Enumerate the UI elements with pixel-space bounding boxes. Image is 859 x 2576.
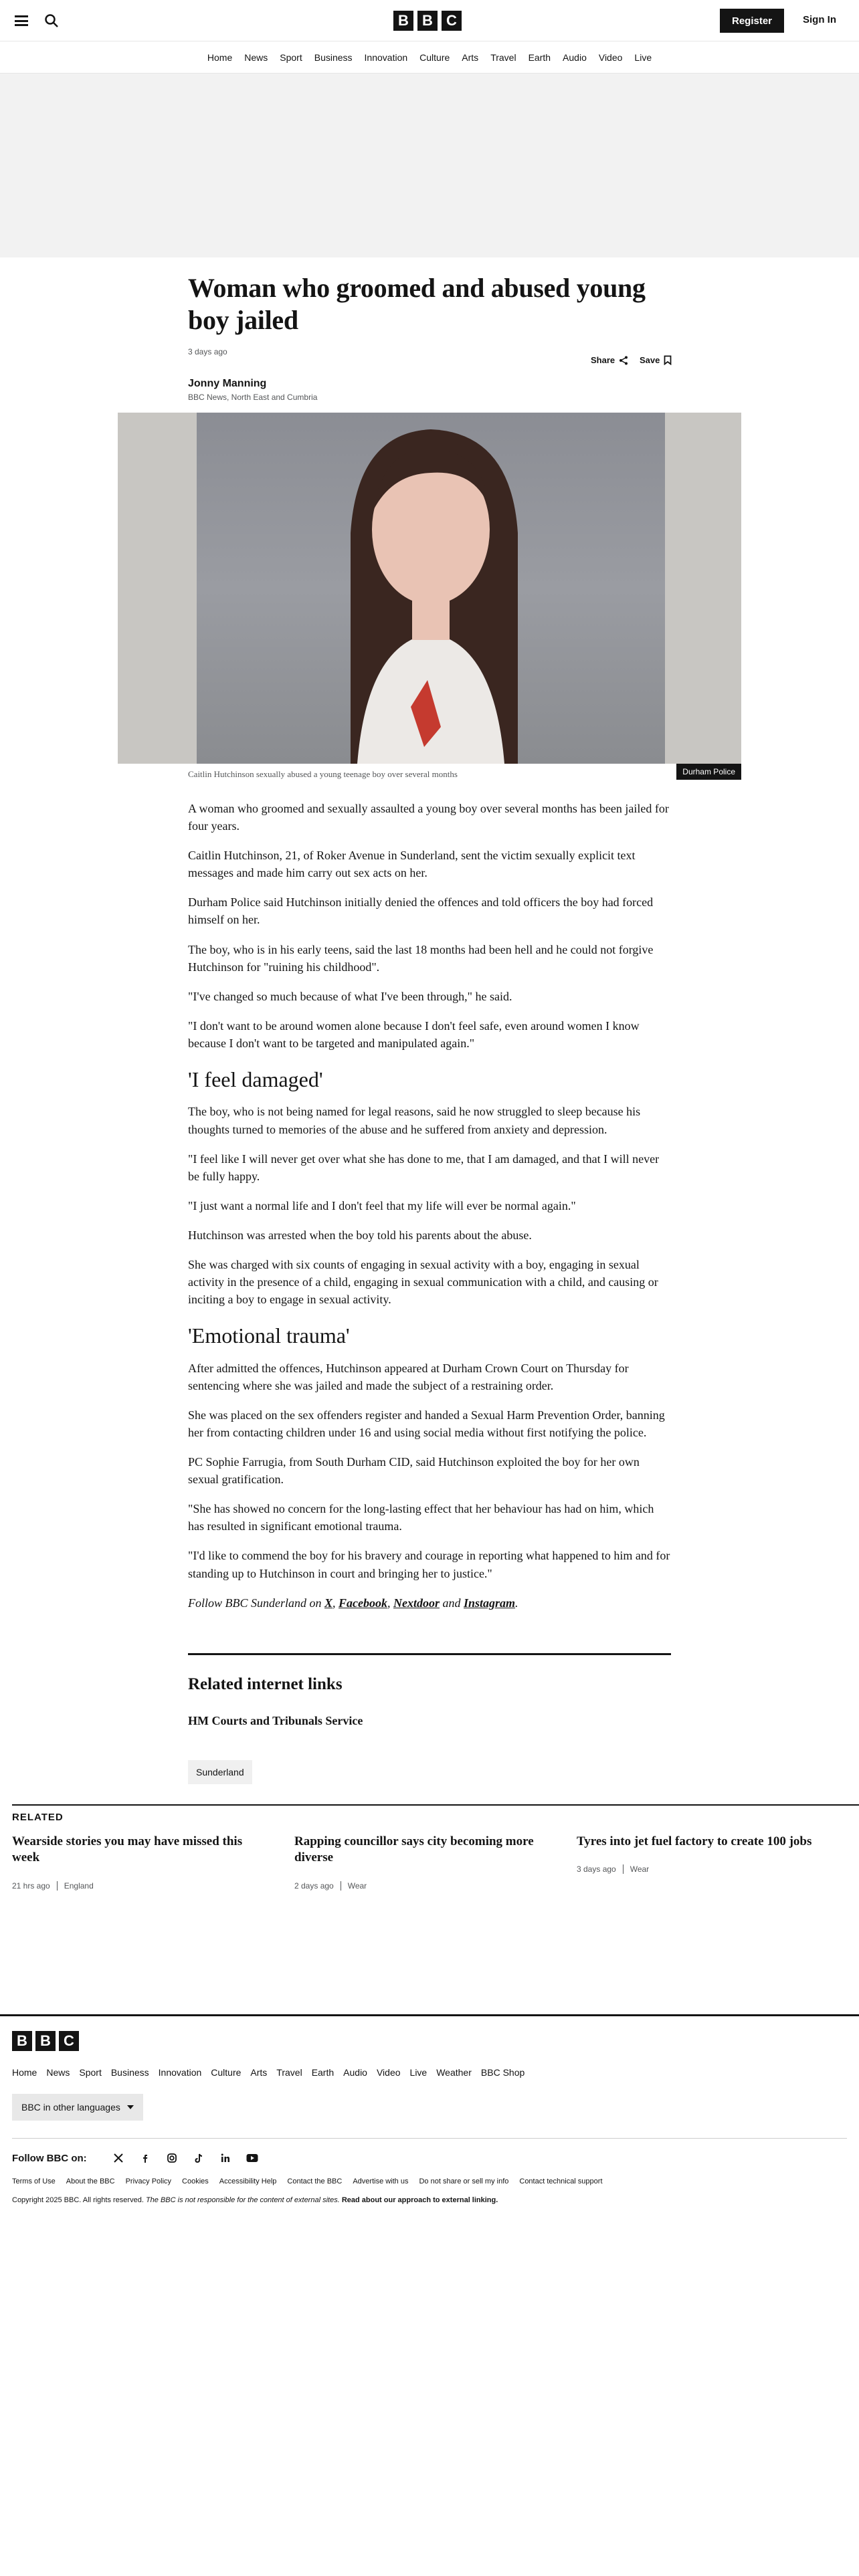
follow-link-x[interactable]: X — [324, 1596, 333, 1610]
related-card-meta — [577, 1864, 830, 1874]
paragraph: Durham Police said Hutchinson initially denied the offences and told officers the boy had forced himself on her. — [188, 895, 654, 927]
paragraph: "She has showed no concern for the long-lasting effect that her behaviour has had on him, which has resulted in significant emotional trauma. — [188, 1502, 654, 1533]
share-button[interactable] — [591, 355, 628, 365]
author-name: Jonny Manning — [188, 378, 267, 389]
related-card-meta — [294, 1881, 547, 1891]
lead-image — [118, 413, 741, 764]
timestamp: 3 days ago — [188, 347, 227, 356]
logo-letter: B — [12, 2031, 32, 2051]
paragraph: Caitlin Hutchinson, 21, of Roker Avenue in Sunderland, sent the victim sexually explicit text messages and made him carry out sex acts on her. — [188, 849, 636, 880]
image-caption: Caitlin Hutchinson sexually abused a young teenage boy over several months — [188, 769, 458, 779]
bbc-logo[interactable] — [393, 11, 462, 31]
related-card-time: 3 days ago — [577, 1864, 616, 1874]
related-card-meta — [12, 1881, 265, 1891]
paragraph: "I don't want to be around women alone because I don't feel safe, even around women I know because I don't want to be targeted and manipulated again." — [188, 1018, 640, 1050]
related-card-tag: England — [64, 1881, 94, 1891]
follow-prefix: Follow BBC Sunderland on — [188, 1596, 324, 1610]
nav-item-earth[interactable]: Earth — [528, 51, 551, 63]
divider — [188, 1653, 671, 1655]
image-credit: Durham Police — [676, 764, 741, 780]
footer-nav-item[interactable]: BBC Shop — [480, 2067, 525, 2078]
logo-letter: B — [417, 11, 438, 31]
follow-label: Follow BBC on: — [12, 2152, 87, 2164]
footer-nav-item[interactable]: News — [46, 2067, 70, 2078]
paragraph: Hutchinson was arrested when the boy told his parents about the abuse. — [188, 1228, 532, 1242]
paragraph: "I've changed so much because of what I've been through," he said. — [188, 989, 512, 1003]
footer-nav-item[interactable]: Sport — [79, 2067, 102, 2078]
footer-link[interactable]: Accessibility Help — [219, 2177, 277, 2185]
meta-separator — [57, 1881, 58, 1891]
logo-letter: C — [442, 11, 462, 31]
facebook-icon[interactable] — [139, 2152, 151, 2164]
footer-nav-item[interactable]: Live — [409, 2067, 427, 2078]
meta-row — [188, 343, 671, 370]
related-link-hmcts[interactable]: HM Courts and Tribunals Service — [188, 1713, 363, 1727]
related-card-title: Rapping councillor says city becoming more diverse — [294, 1834, 534, 1865]
portrait-illustration — [197, 413, 665, 764]
footer-divider — [12, 2138, 847, 2139]
related-card-title: Wearside stories you may have missed this week — [12, 1834, 243, 1865]
meta-separator — [623, 1864, 624, 1874]
footer-link[interactable]: Contact the BBC — [287, 2177, 343, 2185]
nav-item-culture[interactable]: Culture — [419, 51, 450, 63]
subheading: 'I feel damaged' — [188, 1067, 323, 1092]
instagram-icon[interactable] — [166, 2152, 178, 2164]
nav-item-arts[interactable]: Arts — [462, 51, 479, 63]
bookmark-icon — [664, 355, 672, 365]
footer-nav-item[interactable]: Weather — [436, 2067, 472, 2078]
nav-item-business[interactable]: Business — [314, 51, 353, 63]
paragraph: The boy, who is in his early teens, said the last 18 months had been hell and he could not forgive Hutchinson for "ruining his childhood". — [188, 942, 654, 974]
follow-line — [188, 1594, 671, 1612]
logo-letter: B — [393, 11, 413, 31]
logo-letter: C — [59, 2031, 79, 2051]
related-card[interactable] — [577, 1834, 830, 1891]
portrait-photo — [197, 413, 665, 764]
tiktok-icon[interactable] — [193, 2152, 205, 2164]
nav-item-innovation[interactable]: Innovation — [364, 51, 408, 63]
footer-link[interactable]: Cookies — [182, 2177, 209, 2185]
footer-link[interactable]: Privacy Policy — [125, 2177, 172, 2185]
nav-item-live[interactable]: Live — [634, 51, 652, 63]
follow-end: . — [515, 1596, 518, 1610]
paragraph: "I'd like to commend the boy for his bravery and courage in reporting what happened to him and for standing up to Hutchinson in court and bringing her to justice." — [188, 1549, 670, 1580]
save-button[interactable] — [640, 355, 672, 365]
nav-item-video[interactable]: Video — [598, 51, 623, 63]
footer-bbc-logo[interactable] — [12, 2031, 859, 2051]
footer — [0, 2014, 859, 2204]
article-header — [188, 272, 671, 402]
footer-nav-item[interactable]: Travel — [276, 2067, 302, 2078]
share-label: Share — [591, 355, 615, 365]
follow-link-facebook[interactable]: Facebook — [339, 1596, 387, 1610]
article-body — [188, 800, 671, 1612]
footer-nav-item[interactable]: Culture — [211, 2067, 242, 2078]
nav-item-news[interactable]: News — [244, 51, 268, 63]
related-card-time: 21 hrs ago — [12, 1881, 50, 1891]
external-sites-disclaimer: The BBC is not responsible for the content of external sites. — [145, 2196, 340, 2204]
related-card-tag: Wear — [347, 1881, 367, 1891]
copyright-text: Copyright 2025 BBC. All rights reserved. — [12, 2196, 144, 2204]
main-nav — [0, 41, 859, 74]
paragraph: She was charged with six counts of engaging in sexual activity with a boy, engaging in sexual activity in the presence of a child, engaging in sexual communication with a child, and causing or inciting a boy to engage in sexual activity. — [188, 1257, 658, 1307]
search-icon[interactable] — [44, 13, 59, 28]
footer-link[interactable]: Do not share or sell my info — [419, 2177, 509, 2185]
follow-link-nextdoor[interactable]: Nextdoor — [393, 1596, 440, 1610]
paragraph: The boy, who is not being named for legal reasons, said he now struggled to sleep because his thoughts turned to memories of the abuse and he suffered from anxiety and depression. — [188, 1105, 641, 1136]
copyright — [12, 2196, 859, 2204]
nav-item-home[interactable]: Home — [207, 51, 233, 63]
related-section — [12, 1804, 859, 1891]
related-card-time: 2 days ago — [294, 1881, 334, 1891]
youtube-icon[interactable] — [246, 2152, 258, 2164]
footer-nav-item[interactable]: Earth — [311, 2067, 335, 2078]
footer-nav-item[interactable]: Arts — [250, 2067, 268, 2078]
paragraph: A woman who groomed and sexually assaulted a young boy over several months has been jailed for four years. — [188, 802, 669, 833]
related-grid — [12, 1834, 859, 1891]
paragraph: PC Sophie Farrugia, from South Durham CID, said Hutchinson exploited the boy for her own sexual gratification. — [188, 1455, 640, 1487]
top-bar — [0, 0, 859, 41]
register-button[interactable]: Register — [720, 9, 784, 33]
share-icon — [619, 356, 628, 365]
paragraph: She was placed on the sex offenders register and handed a Sexual Harm Prevention Order, banning her from contacting children under 16 and using social media without first notifying the police. — [188, 1408, 665, 1439]
nav-item-travel[interactable]: Travel — [490, 51, 516, 63]
footer-nav-item[interactable]: Innovation — [158, 2067, 202, 2078]
logo-letter: B — [35, 2031, 56, 2051]
related-card-tag: Wear — [630, 1864, 650, 1874]
footer-nav — [12, 2067, 859, 2078]
related-card[interactable] — [294, 1834, 547, 1891]
topic-tag[interactable]: Sunderland — [188, 1760, 252, 1784]
related-card[interactable] — [12, 1834, 265, 1891]
paragraph: After admitted the offences, Hutchinson appeared at Durham Crown Court on Thursday for sentencing where she was jailed and made the subject of a restraining order. — [188, 1361, 629, 1392]
save-label: Save — [640, 355, 660, 365]
paragraph: "I just want a normal life and I don't feel that my life will ever be normal again." — [188, 1198, 576, 1212]
follow-and: and — [440, 1596, 464, 1610]
subheading: 'Emotional trauma' — [188, 1323, 350, 1348]
linkedin-icon[interactable] — [219, 2152, 231, 2164]
follow-sep: , — [332, 1596, 339, 1610]
related-links-title: Related internet links — [188, 1675, 343, 1693]
footer-link[interactable]: Advertise with us — [353, 2177, 409, 2185]
footer-nav-item[interactable]: Video — [376, 2067, 401, 2078]
follow-link-instagram[interactable]: Instagram — [464, 1596, 516, 1610]
paragraph: "I feel like I will never get over what she has done to me, that I am damaged, and that I will never be fully happy. — [188, 1152, 660, 1183]
lead-figure — [118, 413, 741, 780]
related-heading: RELATED — [12, 1811, 64, 1823]
related-card-title: Tyres into jet fuel factory to create 100 jobs — [577, 1834, 812, 1848]
footer-link[interactable]: About the BBC — [66, 2177, 115, 2185]
footer-link[interactable]: Terms of Use — [12, 2177, 56, 2185]
caret-down-icon — [127, 2105, 134, 2109]
other-languages-label: BBC in other languages — [21, 2102, 120, 2113]
follow-row — [12, 2152, 859, 2164]
signin-button[interactable]: Sign In — [803, 14, 836, 25]
footer-nav-item[interactable]: Business — [110, 2067, 149, 2078]
nav-item-audio[interactable]: Audio — [563, 51, 587, 63]
headline: Woman who groomed and abused young boy jailed — [188, 273, 646, 335]
footer-nav-item[interactable]: Audio — [343, 2067, 367, 2078]
menu-icon[interactable] — [15, 15, 28, 26]
external-linking-link[interactable]: Read about our approach to external linking. — [341, 2196, 498, 2204]
nav-item-sport[interactable]: Sport — [280, 51, 302, 63]
x-icon[interactable] — [112, 2152, 124, 2164]
follow-sep: , — [387, 1596, 393, 1610]
other-languages-button[interactable] — [12, 2094, 143, 2121]
footer-links — [12, 2177, 859, 2185]
author-role: BBC News, North East and Cumbria — [188, 393, 318, 402]
social-icons — [112, 2152, 258, 2164]
ad-slot — [0, 74, 859, 257]
footer-link[interactable]: Contact technical support — [519, 2177, 603, 2185]
footer-nav-item[interactable]: Home — [12, 2067, 37, 2078]
